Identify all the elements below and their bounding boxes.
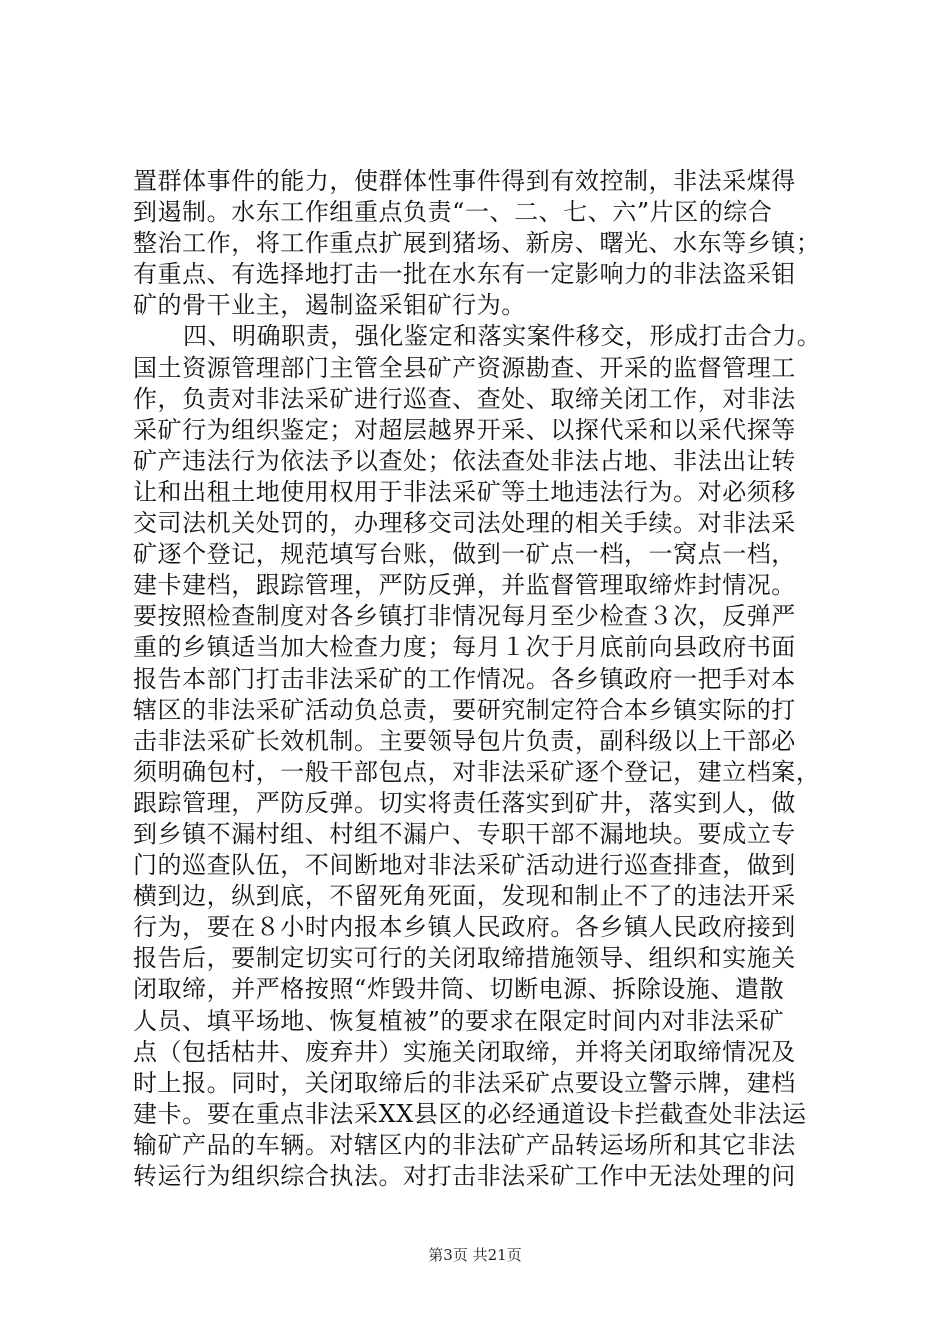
text-line: 国土资源管理部门主管全县矿产资源勘查、开采的监督管理工 — [133, 353, 796, 382]
text-line: 输矿产品的车辆。对辖区内的非法矿产品转运场所和其它非法 — [133, 1130, 796, 1159]
text-line: 矿产违法行为依法予以查处；依法查处非法占地、非法出让转 — [133, 446, 796, 475]
text-line: 须明确包村，一般干部包点，对非法采矿逐个登记，建立档案， — [133, 757, 821, 786]
text-line: 采矿行为组织鉴定；对超层越界开采、以探代采和以采代探等 — [133, 415, 796, 444]
text-line: 行为，要在８小时内报本乡镇人民政府。各乡镇人民政府接到 — [133, 913, 796, 942]
text-line: 重的乡镇适当加大检查力度；每月１次于月底前向县政府书面 — [133, 633, 796, 662]
text-line: 门的巡查队伍，不间断地对非法采矿活动进行巡查排查，做到 — [133, 851, 796, 880]
text-line: 人员、填平场地、恢复植被”的要求在限定时间内对非法采矿 — [133, 1006, 785, 1035]
text-line: 作，负责对非法采矿进行巡查、查处、取缔关闭工作，对非法 — [133, 384, 796, 413]
text-line: 辖区的非法采矿活动负总责，要研究制定符合本乡镇实际的打 — [133, 695, 796, 724]
text-line: 报告后，要制定切实可行的关闭取缔措施领导、组织和实施关 — [133, 944, 796, 973]
document-body — [133, 166, 823, 1192]
text-line: 让和出租土地使用权用于非法采矿等土地违法行为。对必须移 — [133, 477, 796, 506]
text-line: 到遏制。水东工作组重点负责“一、二、七、六”片区的综合 — [133, 198, 773, 227]
text-line: 矿逐个登记，规范填写台账，做到一矿点一档，一窝点一档， — [133, 540, 796, 569]
text-line: 击非法采矿长效机制。主要领导包片负责，副科级以上干部必 — [133, 726, 796, 755]
text-line: 整治工作，将工作重点扩展到猪场、新房、曙光、水东等乡镇； — [133, 229, 821, 258]
text-line: 建卡建档，跟踪管理，严防反弹，并监督管理取缔炸封情况。 — [133, 571, 796, 600]
text-line: 横到边，纵到底，不留死角死面，发现和制止不了的违法开采 — [133, 882, 796, 911]
text-line: 时上报。同时，关闭取缔后的非法采矿点要设立警示牌，建档 — [133, 1068, 796, 1097]
paragraph-first-line: 四、明确职责，强化鉴定和落实案件移交，形成打击合力。 — [183, 322, 822, 351]
text-line: 闭取缔，并严格按照“炸毁井筒、切断电源、拆除设施、遣散 — [133, 975, 785, 1004]
text-line: 有重点、有选择地打击一批在水东有一定影响力的非法盗采钼 — [133, 260, 796, 289]
text-line: 置群体事件的能力，使群体性事件得到有效控制，非法采煤得 — [133, 167, 796, 195]
text-line: 报告本部门打击非法采矿的工作情况。各乡镇政府一把手对本 — [133, 664, 796, 693]
text-line: 要按照检查制度对各乡镇打非情况每月至少检查３次，反弹严 — [133, 602, 796, 631]
text-line: 跟踪管理，严防反弹。切实将责任落实到矿井，落实到人，做 — [133, 788, 796, 817]
text-line: 转运行为组织综合执法。对打击非法采矿工作中无法处理的问 — [133, 1162, 796, 1190]
text-line: 矿的骨干业主，遏制盗采钼矿行为。 — [133, 291, 526, 320]
text-line: 交司法机关处罚的，办理移交司法处理的相关手续。对非法采 — [133, 509, 796, 538]
text-line: 点（包括枯井、废弃井）实施关闭取缔，并将关闭取缔情况及 — [133, 1037, 796, 1066]
text-line: 到乡镇不漏村组、村组不漏户、专职干部不漏地块。要成立专 — [133, 819, 796, 848]
text-line: 建卡。要在重点非法采XX县区的必经通道设卡拦截查处非法运 — [133, 1099, 807, 1128]
page-number-footer: 第3页 共21页 — [428, 1246, 522, 1264]
